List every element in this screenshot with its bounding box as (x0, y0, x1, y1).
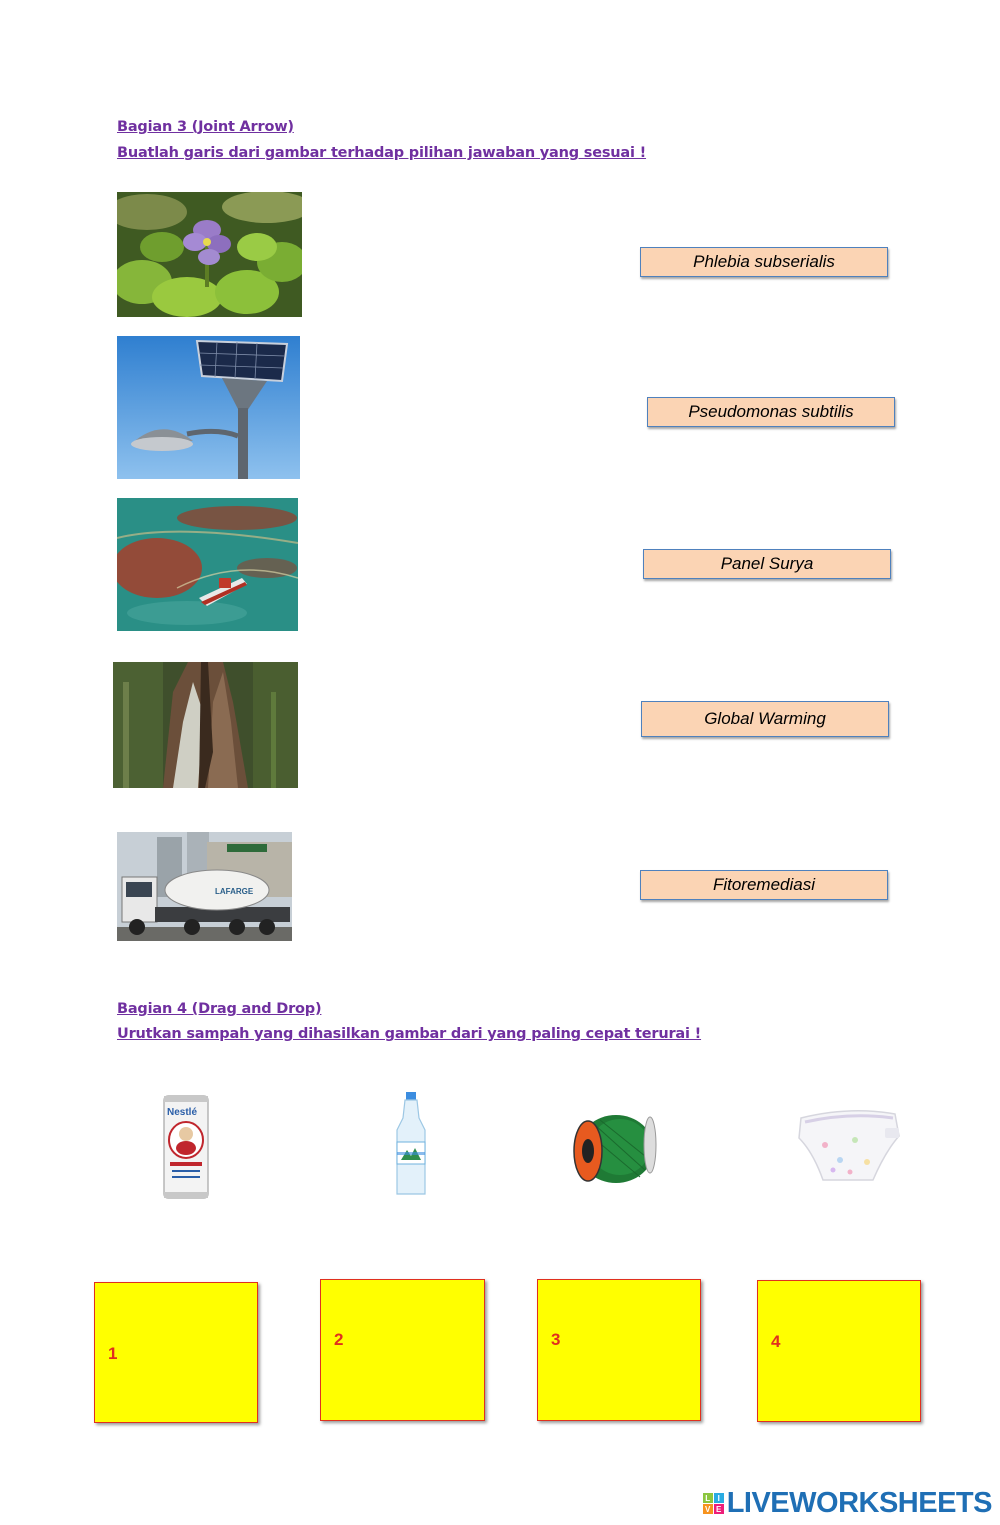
section3-instruction: Buatlah garis dari gambar terhadap pilihan jawaban yang sesuai ! (117, 145, 647, 161)
drop-box-1[interactable] (94, 1282, 258, 1423)
logo-letter: I (714, 1493, 724, 1503)
section3-title: Bagian 3 (Joint Arrow) (117, 119, 294, 135)
solar-street-lamp-photo[interactable] (117, 336, 300, 479)
liveworksheets-logo (703, 1487, 992, 1520)
live-logo-icon (703, 1493, 724, 1514)
thread-spool-icon[interactable] (570, 1105, 660, 1190)
drop-box-number: 3 (551, 1330, 561, 1349)
truck-brand-text: LAFARGE (215, 887, 254, 896)
decaying-tree-photo[interactable] (113, 662, 298, 788)
answer-box-1[interactable]: Phlebia subserialis (640, 247, 888, 277)
drop-box-2[interactable] (320, 1279, 485, 1421)
cement-truck-photo[interactable] (117, 832, 292, 941)
water-bottle-icon[interactable] (393, 1090, 429, 1198)
drop-box-number: 4 (771, 1332, 781, 1351)
can-brand-text: Nestlé (167, 1107, 198, 1118)
drop-box-number: 1 (108, 1344, 118, 1363)
oil-spill-photo[interactable] (117, 498, 298, 631)
section4-instruction: Urutkan sampah yang dihasilkan gambar dari yang paling cepat terurai ! (117, 1026, 702, 1042)
answer-box-5[interactable]: Fitoremediasi (640, 870, 888, 900)
milk-can-icon[interactable] (160, 1092, 212, 1202)
logo-letter: E (714, 1504, 724, 1514)
logo-letter: V (703, 1504, 713, 1514)
answer-box-3[interactable]: Panel Surya (643, 549, 891, 579)
logo-letter: L (703, 1493, 713, 1503)
section4-title: Bagian 4 (Drag and Drop) (117, 1001, 322, 1017)
answer-box-4[interactable]: Global Warming (641, 701, 889, 737)
brand-text: LIVEWORKSHEETS (726, 1487, 992, 1519)
drop-box-4[interactable] (757, 1280, 921, 1422)
answer-box-2[interactable]: Pseudomonas subtilis (647, 397, 895, 427)
water-hyacinth-photo[interactable] (117, 192, 302, 317)
drop-box-number: 2 (334, 1330, 344, 1349)
drop-box-3[interactable] (537, 1279, 701, 1421)
diaper-icon[interactable] (795, 1100, 905, 1185)
